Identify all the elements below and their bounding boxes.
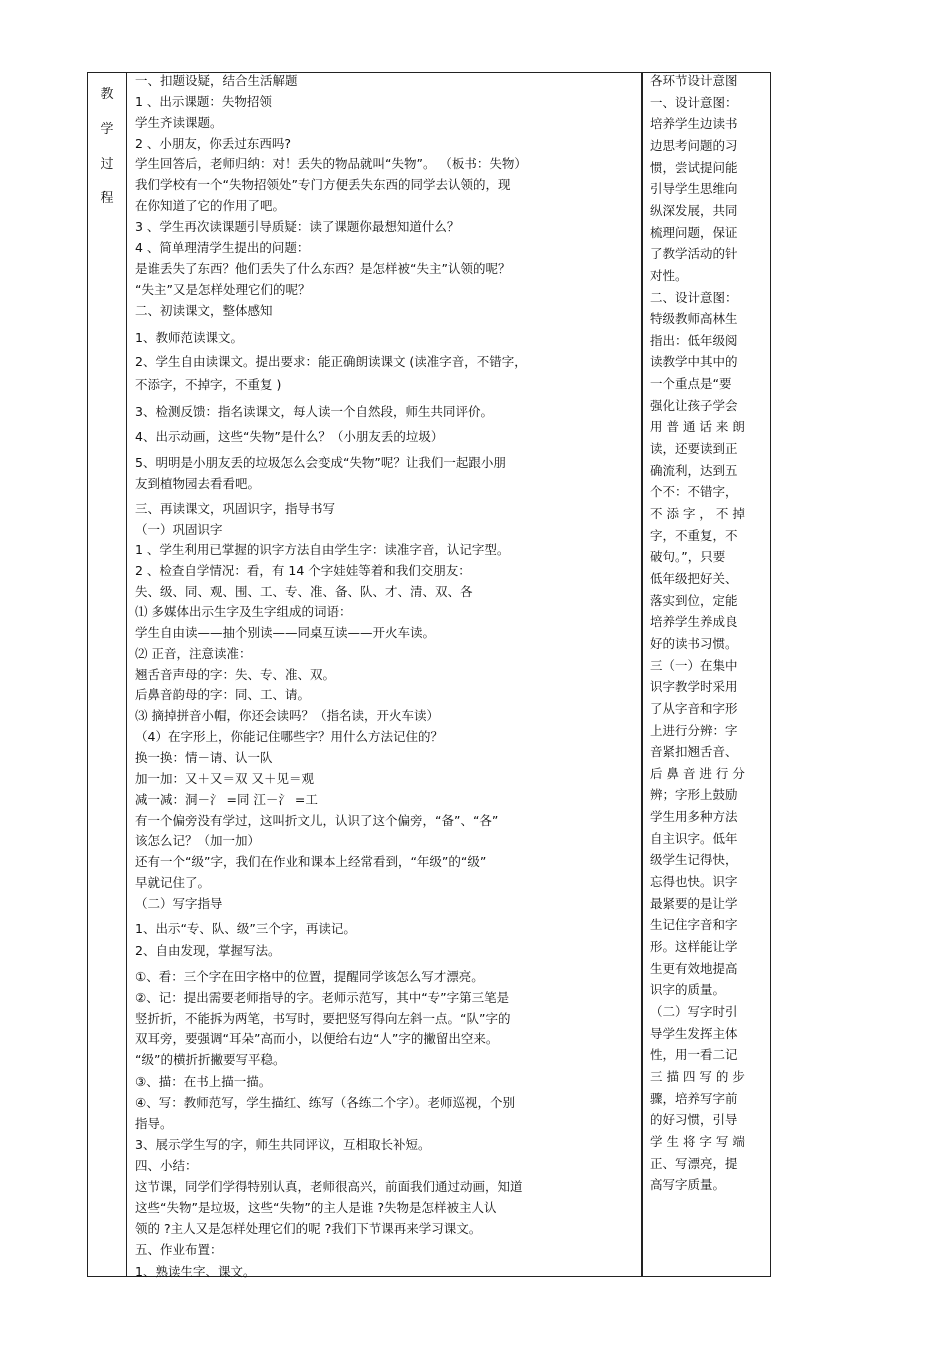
content-line: 指导。 <box>135 1116 173 1131</box>
content-line: 还有一个“级”字，我们在作业和课本上经常看到，“年级”的“级” <box>135 854 487 869</box>
content-line: 翘舌音声母的字：失、专、准、双。 <box>135 667 336 682</box>
design-intent-line: 高写字质量。 <box>650 1177 726 1193</box>
design-intent-line: 不 添 字 ， 不 掉 <box>650 506 745 521</box>
design-intent-line: 读，还要读到正 <box>650 441 738 457</box>
design-intent-line: 辨；字形上鼓励 <box>650 787 738 803</box>
design-intent-line: 特级教师高林生 <box>650 311 738 327</box>
content-line: ①、看：三个字在田字格中的位置，提醒同学该怎么写才漂亮。 <box>135 969 484 984</box>
design-intent-line: 用 普 通 话 来 朗 <box>650 419 745 435</box>
content-line: 三、再读课文，巩固识字，指导书写 <box>135 501 336 516</box>
content-line: ③、描：在书上描一描。 <box>135 1074 272 1089</box>
content-line: 是谁丢失了东西？他们丢失了什么东西？是怎样被“失主”认领的呢？ <box>135 261 511 276</box>
content-line: 学生齐读课题。 <box>135 115 223 130</box>
content-line: “级”的横折折撇要写平稳。 <box>135 1052 286 1067</box>
design-intent-line: 最紧要的是让学 <box>650 895 738 911</box>
content-line: 不添字，不掉字，不重复 ) <box>135 377 282 392</box>
content-line: 一、扣题设疑，结合生活解题 <box>135 73 298 88</box>
content-line: 换一换：情－请、认一队 <box>135 750 273 765</box>
content-line: 2 、检查自学情况：看，有 14 个字娃娃等着和我们交朋友： <box>135 563 471 578</box>
design-intent-line: 指出：低年级阅 <box>650 332 738 348</box>
section-label-char: 教 <box>100 87 114 102</box>
design-intent-line: 了从字音和字形 <box>650 700 738 716</box>
design-intent-line: 落实到位，定能 <box>650 592 738 608</box>
design-intent-line: 一、设计意图： <box>650 94 738 110</box>
content-line: 这些“失物”是垃圾，这些“失物”的主人是谁 ?失物是怎样被主人认 <box>135 1200 497 1215</box>
content-line: 友到植物园去看看吧。 <box>135 476 261 491</box>
design-intent-line: 边思考问题的习 <box>650 137 738 153</box>
design-intent-line: 导学生发挥主体 <box>650 1025 738 1041</box>
design-intent-line: 音紧扣翘舌音、 <box>650 744 738 760</box>
design-intent-line: 破句。”，只要 <box>650 549 726 565</box>
design-intent-line: 形。这样能让学 <box>650 939 738 954</box>
content-line: 加一加：又＋又＝双 又＋见＝观 <box>135 771 314 786</box>
design-intent-line: 低年级把好关、 <box>650 570 738 586</box>
content-line: 3、展示学生写的字，师生共同评议，互相取长补短。 <box>135 1137 431 1152</box>
content-line: 2 、小朋友，你丢过东西吗? <box>135 136 292 151</box>
section-label-char: 程 <box>100 191 114 206</box>
design-intent-line: 梳理问题，保证 <box>650 224 738 240</box>
design-intent-line: 上进行分辨：字 <box>650 722 738 738</box>
content-line: 1、出示“专、队、级”三个字，再读记。 <box>135 921 356 936</box>
design-intent-line: 三 描 四 写 的 步 <box>650 1068 745 1084</box>
design-intent-line: 了教学活动的针 <box>650 246 738 262</box>
column-divider <box>126 73 127 1276</box>
design-intent-line: 读教学中其中的 <box>650 354 738 370</box>
design-intent-line: 字，不重复，不 <box>650 527 738 543</box>
design-intent-line: 纵深发展，共同 <box>650 202 738 218</box>
content-line: ⑶ 摘掉拼音小帽，你还会读吗？（指名读，开火车读） <box>135 708 439 723</box>
section-label-char: 过 <box>100 157 114 172</box>
content-line: 早就记住了。 <box>135 875 211 890</box>
content-line: 2、自由发现，掌握写法。 <box>135 943 281 958</box>
design-intent-line: 生记住字音和字 <box>650 917 738 933</box>
content-line: “失主”又是怎样处理它们的呢？ <box>135 282 311 297</box>
design-intent-line: 性，用一看二记 <box>650 1047 738 1063</box>
content-line: ④、写：教师范写，学生描红、练写（各练二个字）。老师巡视，个别 <box>135 1095 515 1110</box>
section-label-char: 学 <box>100 122 114 137</box>
design-intent-line: （二）写字时引 <box>650 1003 738 1019</box>
content-line: 学生回答后，老师归纳：对！丢失的物品就叫“失物”。 （板书：失物） <box>135 156 527 171</box>
content-line: 4 、简单理清学生提出的问题： <box>135 240 310 255</box>
design-intent-line: 强化让孩子学会 <box>650 397 738 413</box>
column-divider <box>641 73 643 1276</box>
design-intent-line: 识字教学时采用 <box>650 679 738 695</box>
design-intent-line: 确流利，达到五 <box>650 462 738 478</box>
design-intent-line: 一个重点是“要 <box>650 376 732 392</box>
content-line: ⑵ 正音，注意读准： <box>135 646 252 661</box>
content-line: 5、明明是小朋友丢的垃圾怎么会变成“失物”呢？让我们一起跟小朋 <box>135 455 506 470</box>
design-intent-line: 自主识字。低年 <box>650 830 738 846</box>
design-intent-line: 个不：不错字， <box>650 484 738 500</box>
content-line: （一）巩固识字 <box>135 522 223 537</box>
content-line: 1、教师范读课文。 <box>135 330 243 345</box>
content-line: 2、学生自由读课文。提出要求：能正确朗读课文 (读准字音，不错字， <box>135 354 527 369</box>
content-line: 后鼻音韵母的字：同、工、请。 <box>135 687 311 702</box>
design-intent-line: 生更有效地提高 <box>650 960 738 976</box>
content-line: 3 、学生再次读课题引导质疑：读了课题你最想知道什么？ <box>135 219 460 234</box>
design-intent-line: 好的读书习惯。 <box>650 635 738 651</box>
design-intent-line: 引导学生思维向 <box>650 181 738 197</box>
design-intent-line: 学 生 将 字 写 端 <box>650 1133 745 1149</box>
content-line: 该怎么记？（加一加） <box>135 833 261 848</box>
content-line: （二）写字指导 <box>135 896 223 911</box>
content-line: ②、记：提出需要老师指导的字。老师示范写，其中“专”字第三笔是 <box>135 990 510 1005</box>
content-line: （4）在字形上，你能记住哪些字？用什么方法记住的？ <box>135 729 443 744</box>
design-intent-line: 忘得也快。识字 <box>650 874 738 890</box>
content-line: 在你知道了它的作用了吧。 <box>135 198 286 213</box>
content-line: 1、熟读生字、课文。 <box>135 1264 256 1279</box>
design-intent-line: 后 鼻 音 进 行 分 <box>650 765 745 781</box>
design-intent-line: 二、设计意图： <box>650 289 738 305</box>
design-intent-line: 学生用多种方法 <box>650 809 738 825</box>
design-intent-line: 的好习惯，引导 <box>650 1112 738 1128</box>
content-line: 4、出示动画，这些“失物”是什么？（小朋友丢的垃圾） <box>135 429 444 444</box>
design-intent-line: 正、写漂亮，提 <box>650 1155 738 1171</box>
content-line: 1 、出示课题：失物招领 <box>135 94 272 109</box>
content-line: 有一个偏旁没有学过，这叫折文儿，认识了这个偏旁，“备”、“各” <box>135 813 499 828</box>
content-line: 失、级、同、观、围、工、专、准、备、队、才、清、双、各 <box>135 584 473 599</box>
design-intent-line: 三（一）在集中 <box>650 657 738 673</box>
content-line: 我们学校有一个“失物招领处”专门方便丢失东西的同学去认领的，现 <box>135 177 511 192</box>
content-line: 领的 ?主人又是怎样处理它们的呢 ?我们下节课再来学习课文。 <box>135 1221 482 1236</box>
design-intent-line: 培养学生边读书 <box>650 116 738 132</box>
design-intent-line: 各环节设计意图 <box>650 73 738 88</box>
content-line: ⑴ 多媒体出示生字及生字组成的词语： <box>135 604 352 619</box>
design-intent-line: 对性。 <box>650 267 688 283</box>
content-line: 这节课，同学们学得特别认真，老师很高兴，前面我们通过动画，知道 <box>135 1179 523 1194</box>
design-intent-line: 骤，培养写字前 <box>650 1090 738 1106</box>
design-intent-line: 识字的质量。 <box>650 982 726 998</box>
content-line: 双耳旁，要强调“耳朵”高而小，以便给右边“人”字的撇留出空来。 <box>135 1031 499 1046</box>
teaching-process-table <box>87 72 771 1277</box>
design-intent-line: 培养学生养成良 <box>650 614 738 630</box>
content-line: 学生自由读——抽个别读——同桌互读——开火车读。 <box>135 625 436 640</box>
content-line: 1 、学生利用已掌握的识字方法自由学生字：读准字音，认记字型。 <box>135 542 510 557</box>
content-line: 二、初读课文，整体感知 <box>135 303 273 318</box>
content-line: 四、小结： <box>135 1158 198 1173</box>
design-intent-line: 级学生记得快， <box>650 852 738 868</box>
content-line: 3、检测反馈：指名读课文，每人读一个自然段，师生共同评价。 <box>135 404 493 419</box>
content-line: 减一减：洞－氵 =同 江－氵 =工 <box>135 792 318 807</box>
content-line: 五、作业布置： <box>135 1242 223 1257</box>
content-line: 竖折折，不能拆为两笔，书写时，要把竖写得向左斜一点。“队”字的 <box>135 1011 511 1026</box>
design-intent-line: 惯，尝试提问能 <box>650 159 738 175</box>
